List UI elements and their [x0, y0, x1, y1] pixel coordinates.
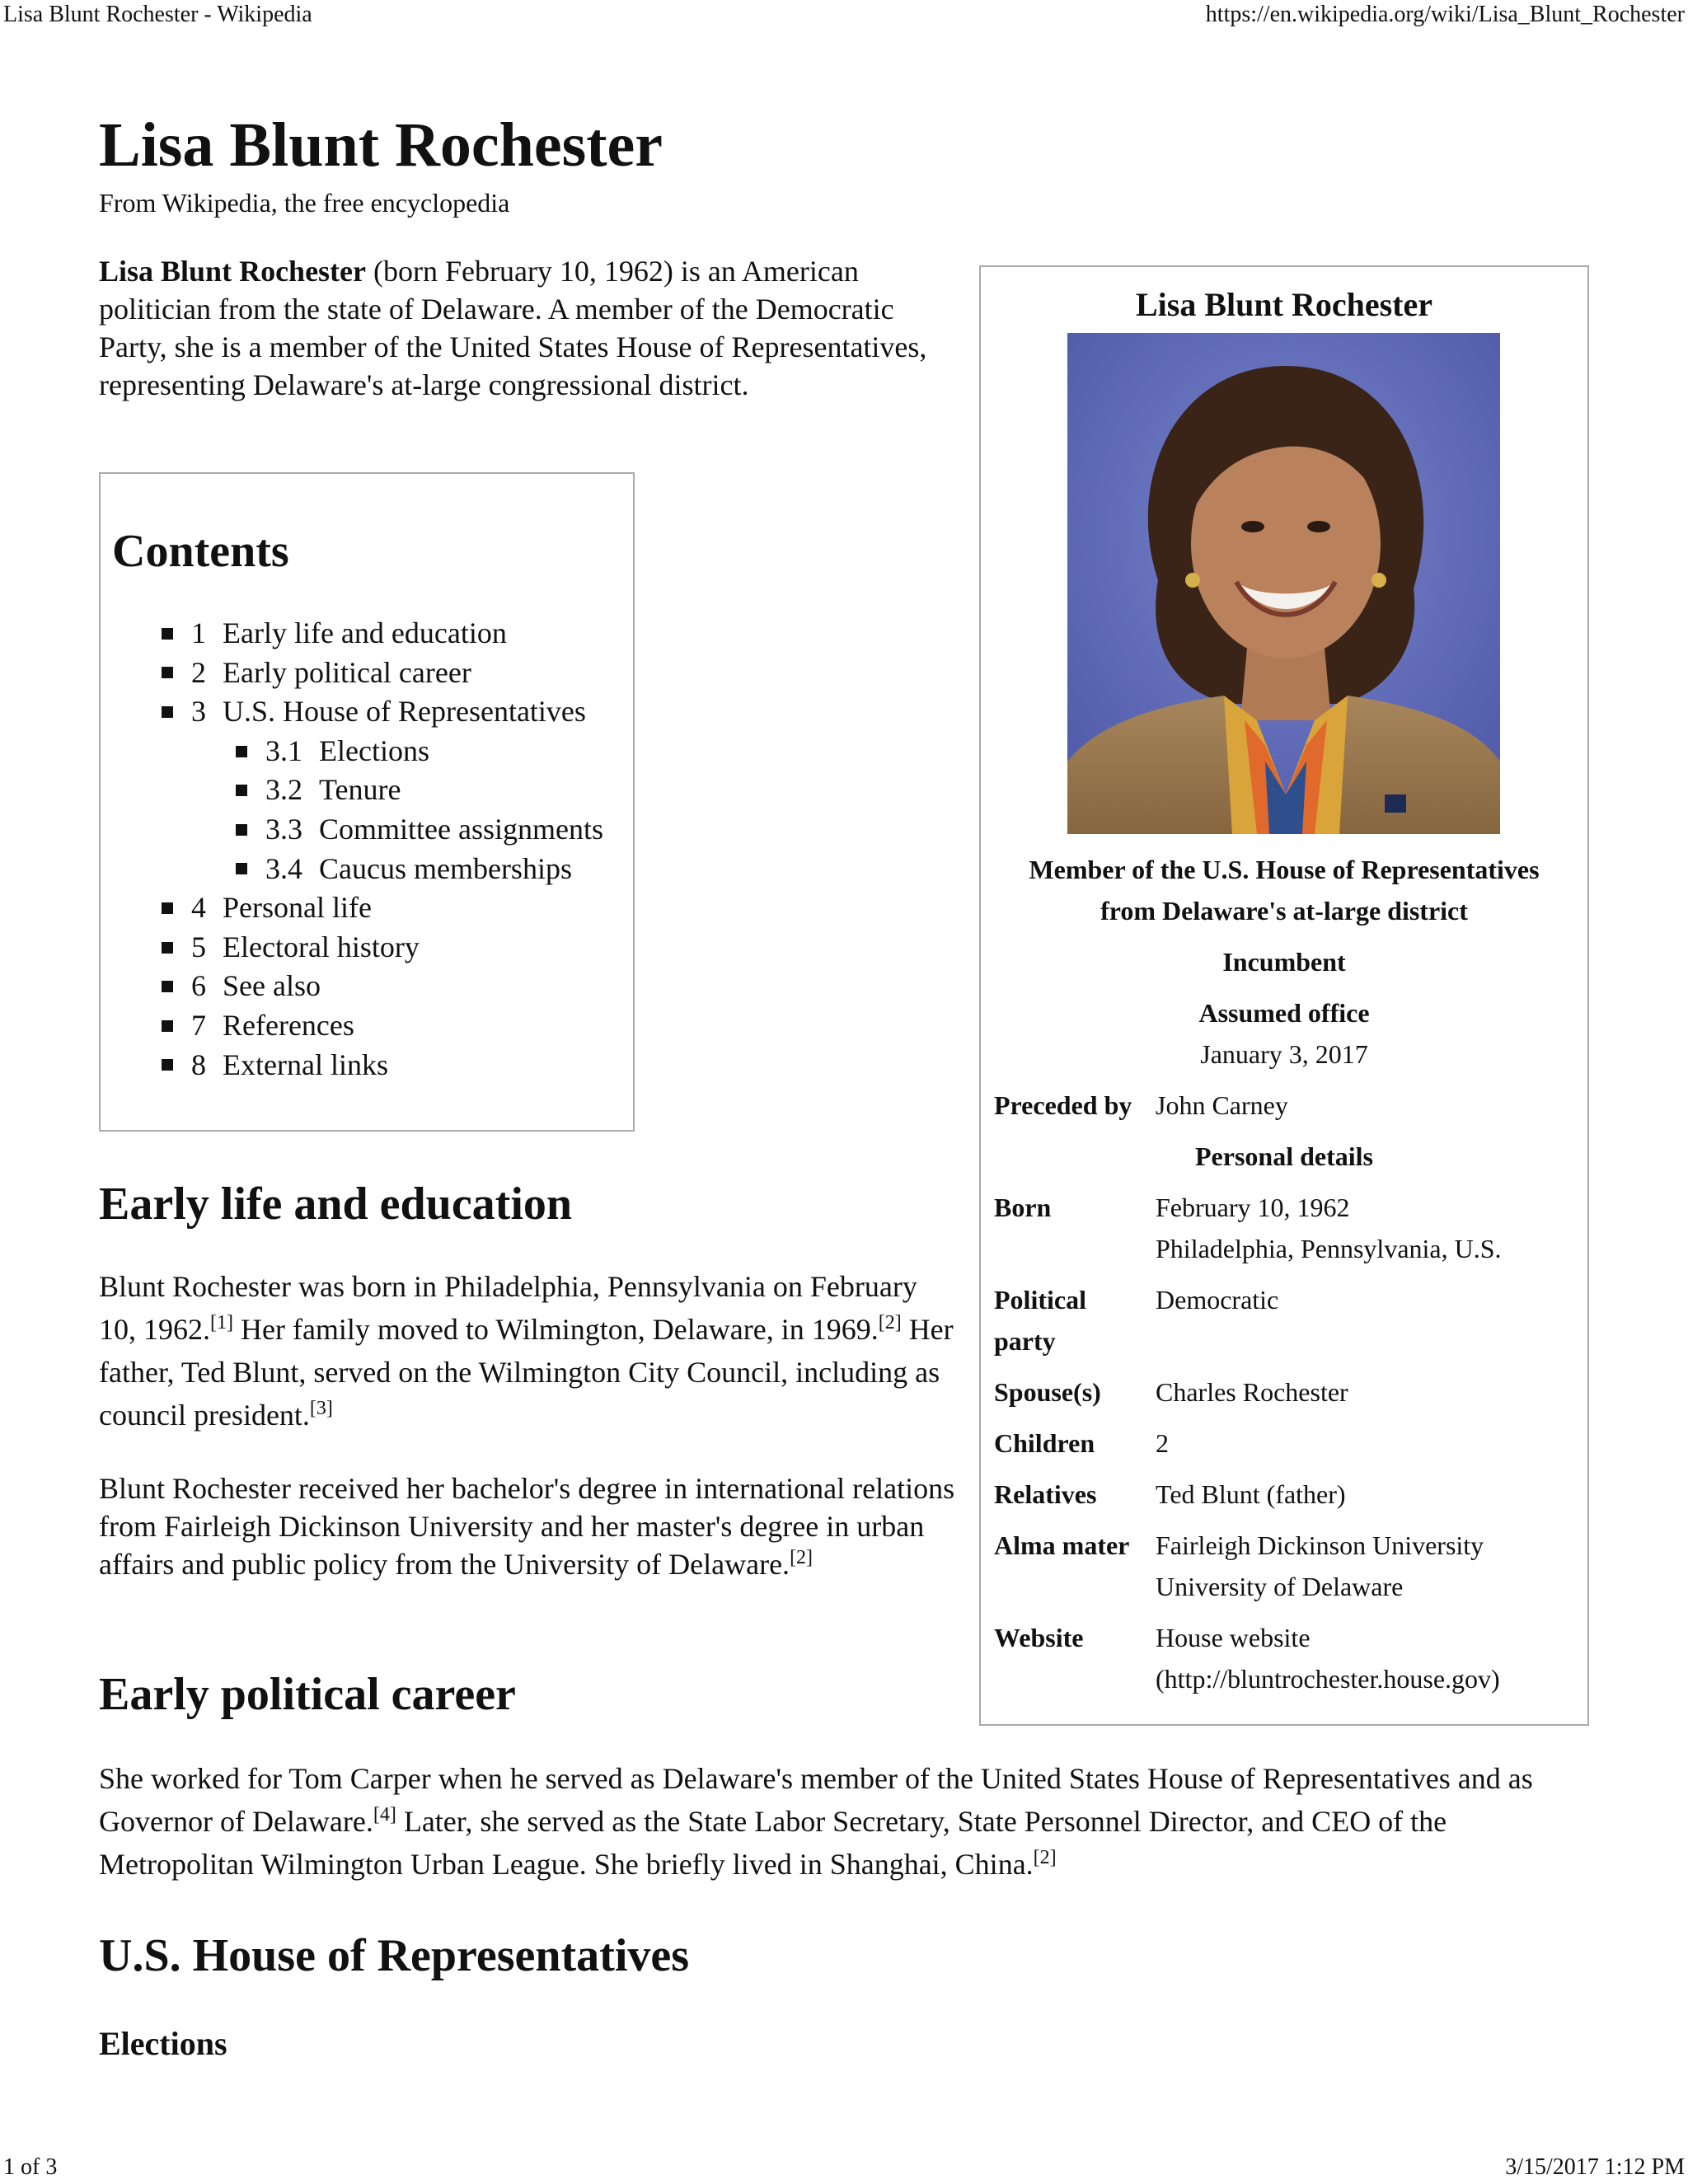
- toc-number: 3.4: [265, 851, 302, 885]
- alma-mater-2[interactable]: University of Delaware: [1156, 1572, 1404, 1601]
- toc-item-committee[interactable]: [101, 810, 603, 850]
- toc-number: 8: [191, 1047, 206, 1081]
- office-title: [981, 849, 1587, 931]
- toc-number: 2: [191, 655, 206, 689]
- bullet-icon: [162, 942, 173, 954]
- children-label: Children: [994, 1428, 1095, 1458]
- toc-number: 3: [191, 695, 206, 729]
- website-link[interactable]: House website: [1156, 1623, 1311, 1652]
- toc-item-elections[interactable]: [101, 732, 603, 771]
- preceded-by-value[interactable]: John Carney: [1156, 1090, 1288, 1120]
- lead-subject: Lisa Blunt Rochester: [99, 255, 366, 288]
- toc-link[interactable]: Caucus memberships: [319, 851, 572, 885]
- section-heading-early-life: Early life and education: [99, 1179, 573, 1230]
- assumed-office-label: Assumed office: [1198, 998, 1370, 1028]
- toc-link[interactable]: External links: [223, 1047, 388, 1081]
- print-datetime: 3/15/2017 1:12 PM: [1505, 2154, 1685, 2180]
- print-footer: [0, 2154, 1688, 2181]
- party-label-line-2: party: [994, 1326, 1056, 1356]
- toc-number: 3.2: [265, 773, 302, 807]
- website-value: [1156, 1617, 1500, 1699]
- section-heading-early-political: Early political career: [99, 1669, 516, 1720]
- bullet-icon: [162, 706, 173, 718]
- paragraph-text: Later, she served as the State Labor Secretary, State Personnel Director, and CEO of the Metropolitan Wilmington Urban League. She briefly lived in Shanghai, China.: [99, 1805, 1447, 1881]
- spouse-value: Charles Rochester: [1156, 1377, 1348, 1407]
- toc-link[interactable]: Electoral history: [223, 930, 420, 963]
- toc-number: 1: [191, 616, 206, 649]
- toc-item-house[interactable]: [101, 692, 603, 732]
- toc-item-external[interactable]: [101, 1046, 603, 1085]
- citation-link[interactable]: [4]: [373, 1804, 396, 1825]
- paragraph-text: Her father, Ted Blunt, served on the Wilmington City Council, including as council president.: [99, 1313, 954, 1432]
- paragraph-text: Blunt Rochester was born in Philadelphia, Pennsylvania on February 10, 1962.: [99, 1270, 917, 1346]
- bullet-icon: [236, 863, 247, 874]
- bullet-icon: [162, 1059, 173, 1071]
- toc-number: 6: [191, 969, 206, 1003]
- paragraph-text: Her family moved to Wilmington, Delaware, in 1969.: [232, 1313, 879, 1346]
- citation-link[interactable]: [2]: [1033, 1847, 1057, 1868]
- toc-item-see-also[interactable]: [101, 967, 603, 1006]
- print-header: [0, 2, 1688, 28]
- early-life-paragraph-2: [99, 1469, 956, 1583]
- party-label-line-1: Political: [994, 1285, 1086, 1315]
- bullet-icon: [236, 824, 247, 836]
- party-label: [994, 1279, 1086, 1361]
- subsection-heading-elections: Elections: [99, 2025, 227, 2062]
- toc-link[interactable]: References: [223, 1008, 354, 1042]
- bullet-icon: [162, 1020, 173, 1032]
- site-tagline: From Wikipedia, the free encyclopedia: [99, 188, 510, 218]
- citation-link[interactable]: [2]: [878, 1312, 902, 1333]
- toc-link[interactable]: U.S. House of Representatives: [223, 695, 586, 729]
- toc-number: 4: [191, 891, 206, 925]
- toc-number: 3.3: [265, 812, 302, 846]
- toc-item-personal[interactable]: [101, 888, 603, 928]
- toc-number: 5: [191, 930, 206, 963]
- personal-details-heading: Personal details: [1195, 1141, 1373, 1171]
- paragraph-text: She worked for Tom Carper when he served as Delaware's member of the United States House of Representatives and as Governor of Delaware.: [99, 1762, 1533, 1838]
- toc-link[interactable]: See also: [223, 969, 321, 1003]
- page-count: 1 of 3: [3, 2154, 58, 2180]
- children-value: 2: [1156, 1428, 1169, 1458]
- party-value[interactable]: Democratic: [1156, 1285, 1279, 1315]
- toc-list: [101, 614, 603, 1085]
- toc-item-references[interactable]: [101, 1006, 603, 1046]
- bullet-icon: [162, 628, 173, 640]
- born-label: Born: [994, 1193, 1052, 1222]
- paragraph-text: Blunt Rochester received her bachelor's degree in international relations from Fairleigh Dickinson University and her master's degree in urban affairs and public policy from the University of Delaware.: [99, 1472, 955, 1581]
- website-label: Website: [994, 1623, 1084, 1652]
- toc-link[interactable]: Committee assignments: [319, 812, 603, 846]
- bullet-icon: [162, 902, 173, 914]
- lead-text: (born February 10, 1962) is an American politician from the state of Delaware. A member of the Democratic Party, she is a member of the United States House of Representatives, representing Delaware's at-large congressional district.: [99, 255, 927, 401]
- early-life-paragraph-1: [99, 1265, 956, 1436]
- born-value: [1156, 1187, 1502, 1269]
- section-heading-house: U.S. House of Representatives: [99, 1930, 690, 1981]
- website-url: (http://bluntrochester.house.gov): [1156, 1664, 1500, 1694]
- preceded-by-label: Preceded by: [994, 1090, 1132, 1120]
- citation-link[interactable]: [2]: [790, 1547, 814, 1568]
- page-title: Lisa Blunt Rochester: [99, 110, 663, 180]
- relatives-value[interactable]: Ted Blunt (father): [1156, 1479, 1346, 1509]
- lead-paragraph: [99, 252, 964, 404]
- incumbent-status: Incumbent: [1222, 947, 1346, 977]
- table-of-contents: [99, 472, 635, 1132]
- bullet-icon: [162, 981, 173, 992]
- toc-item-early-life[interactable]: [101, 614, 603, 654]
- toc-item-tenure[interactable]: [101, 771, 603, 810]
- bullet-icon: [236, 785, 247, 796]
- toc-title: Contents: [112, 526, 289, 577]
- toc-link[interactable]: Tenure: [319, 773, 401, 807]
- toc-link[interactable]: Early life and education: [223, 616, 507, 649]
- born-place[interactable]: Philadelphia, Pennsylvania, U.S.: [1156, 1234, 1502, 1263]
- toc-link[interactable]: Elections: [319, 733, 429, 767]
- bullet-icon: [162, 667, 173, 678]
- toc-item-early-political[interactable]: [101, 654, 603, 693]
- citation-link[interactable]: [3]: [309, 1398, 333, 1419]
- relatives-label: Relatives: [994, 1479, 1097, 1509]
- toc-item-electoral[interactable]: [101, 928, 603, 968]
- born-date: February 10, 1962: [1156, 1193, 1350, 1222]
- alma-mater-1[interactable]: Fairleigh Dickinson University: [1156, 1530, 1484, 1560]
- bullet-icon: [236, 746, 247, 757]
- alma-mater-label: Alma mater: [994, 1530, 1130, 1560]
- infobox: [979, 265, 1589, 1726]
- print-header-url: https://en.wikipedia.org/wiki/Lisa_Blunt_Rochester: [1205, 2, 1685, 27]
- portrait-photo: [1067, 333, 1500, 834]
- alma-mater-value: [1156, 1525, 1484, 1607]
- assumed-office-date: January 3, 2017: [1200, 1039, 1368, 1069]
- toc-link[interactable]: Personal life: [223, 891, 372, 925]
- citation-link[interactable]: [1]: [210, 1312, 233, 1333]
- print-header-title: Lisa Blunt Rochester - Wikipedia: [3, 2, 312, 27]
- early-political-paragraph: [99, 1757, 1591, 1886]
- toc-number: 7: [191, 1008, 206, 1042]
- toc-item-caucus[interactable]: [101, 850, 603, 889]
- toc-link[interactable]: Early political career: [223, 655, 471, 689]
- spouse-label: Spouse(s): [994, 1377, 1101, 1407]
- toc-number: 3.1: [265, 733, 302, 767]
- infobox-title: Lisa Blunt Rochester: [1136, 286, 1432, 323]
- office-line-2: from Delaware's at-large district: [1100, 896, 1468, 926]
- office-line-1: Member of the U.S. House of Representatives: [1029, 855, 1540, 884]
